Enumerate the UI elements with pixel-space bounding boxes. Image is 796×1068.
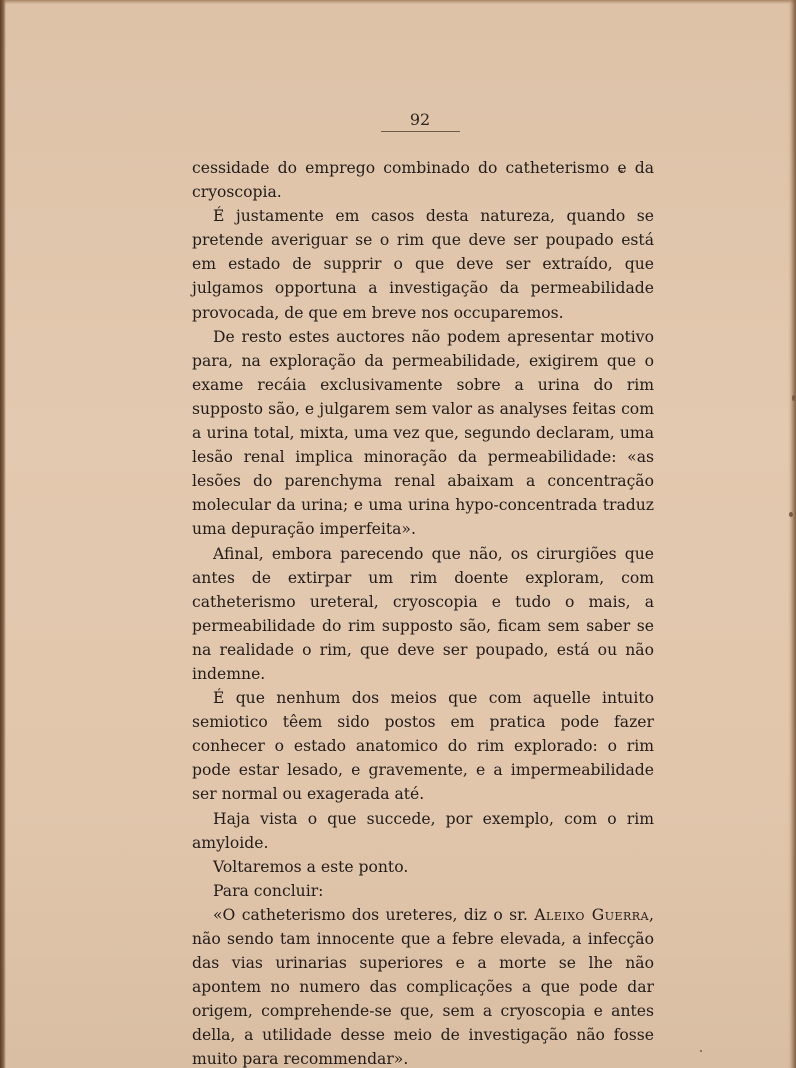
paper-speck (789, 512, 793, 517)
page-edge-top (0, 0, 796, 4)
paragraph: Para concluir: (213, 881, 324, 900)
page-edge-right (788, 0, 796, 1068)
paper-speck (700, 1050, 702, 1052)
page-number-rule (381, 131, 460, 132)
page-number: 92 (409, 110, 431, 129)
paragraph: Voltaremos a este ponto. (213, 857, 409, 876)
paragraph: Afinal, embora parecendo que não, os cirurgiões que antes de extirpar um rim doente exploram, com catheterismo ureteral, cryoscopia e tudo o mais, a permeabilidade do rim supposto são, ficam sem saber se na realidade o rim, que deve ser poupado, está ou não indemne. (192, 544, 654, 683)
paragraph: É justamente em casos desta natureza, quando se pretende averiguar se o rim que deve ser poupado está em estado de supprir o que deve ser extraído, que julgamos opportuna a investigação da permeabilidade provocada, de que em breve nos occuparemos. (192, 207, 654, 322)
page-edge-left (0, 0, 6, 1068)
body-text (192, 156, 654, 1068)
paragraph: Haja vista o que succede, por exemplo, com o rim amyloide. (192, 809, 654, 852)
paper-speck (792, 395, 795, 401)
quote-author: Aleixo Guerra (534, 905, 650, 924)
paragraph: É que nenhum dos meios que com aquelle intuito semiotico têem sido postos em pratica pode fazer conhecer o estado anatomico do rim explorado: o rim pode estar lesado, e gravemente, e a impermeabilidade ser normal ou exagerada até. (192, 689, 654, 804)
quote-text-before: «O catheterismo dos ureteres, diz o sr. (213, 905, 535, 924)
paragraph: cessidade do emprego combinado do catheterismo e da cryoscopia. (192, 159, 654, 202)
quote-paragraph (192, 903, 654, 1068)
quote-text-after: , não sendo tam innocente que a febre elevada, a infecção das vias urinarias superiores e a morte se lhe não apontem no numero das complicações a que pode dar origem, comprehende-se que, sem a cryoscopia e antes della, a utilidade desse meio de investigação não fosse muito para recommendar». (192, 905, 654, 1068)
paragraph: De resto estes auctores não podem apresentar motivo para, na exploração da permeabilidade, exigirem que o exame recáia exclusivamente sobre a urina do rim supposto são, e julgarem sem valor as analyses feitas com a urina total, mixta, uma vez que, segundo declaram, uma lesão renal implica minoração da permeabilidade: «as lesões do parenchyma renal abaixam a concentração molecular da urina; e uma urina hypo-concentrada traduz uma depuração imperfeita». (192, 327, 654, 539)
